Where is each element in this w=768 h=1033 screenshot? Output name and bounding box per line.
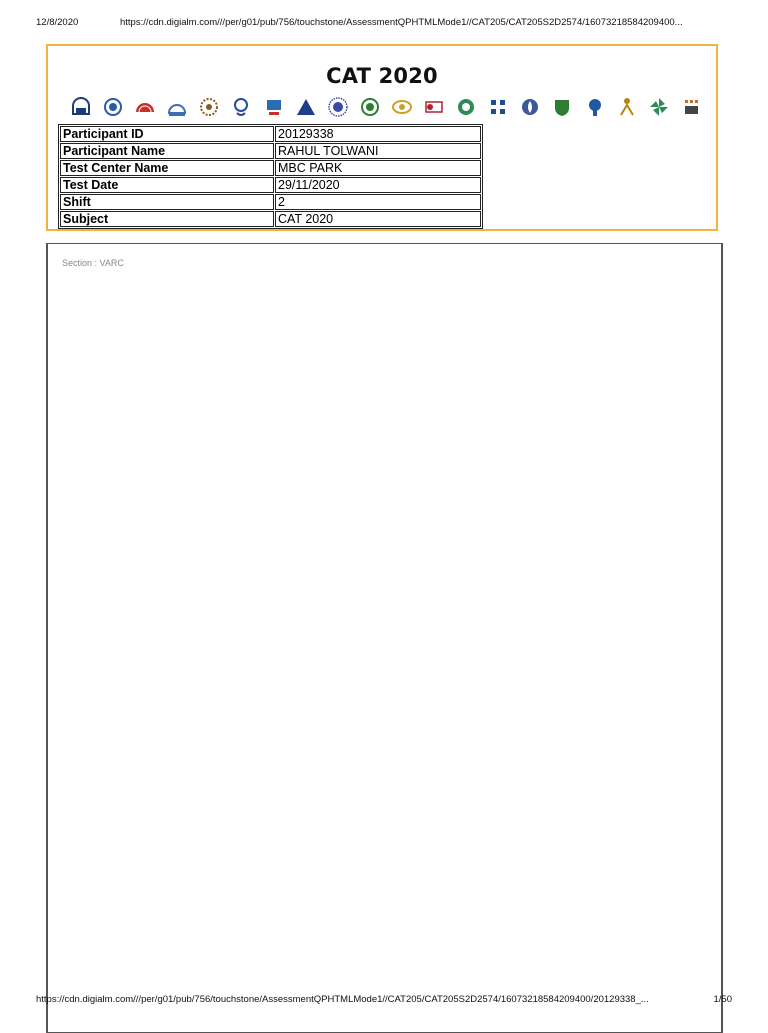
iim-shillong-logo <box>519 96 541 118</box>
iim-ranchi-logo <box>455 96 477 118</box>
iim-lucknow-logo <box>359 96 381 118</box>
row-label: Participant Name <box>60 143 274 159</box>
table-row <box>60 126 481 142</box>
table-row <box>60 177 481 193</box>
iim-jammu-logo <box>263 96 285 118</box>
iim-rohtak-logo <box>487 96 509 118</box>
iim-amritsar-logo <box>102 96 124 118</box>
iim-ahmedabad-logo <box>70 96 92 118</box>
iim-sambalpur-logo <box>551 96 573 118</box>
iim-raipur-logo <box>423 96 445 118</box>
row-value: MBC PARK <box>275 160 481 176</box>
iim-kashipur-logo <box>295 96 317 118</box>
iim-udaipur-logo <box>648 96 670 118</box>
print-date: 12/8/2020 <box>36 17 79 28</box>
table-row <box>60 194 481 210</box>
row-label: Test Center Name <box>60 160 274 176</box>
page-number: 1/50 <box>713 994 732 1005</box>
iim-calcutta-logo <box>198 96 220 118</box>
section-label: Section : VARC <box>62 258 124 268</box>
table-row <box>60 160 481 176</box>
row-value: 20129338 <box>275 126 481 142</box>
question-content-box <box>46 243 723 1033</box>
table-row <box>60 143 481 159</box>
iim-bangalore-logo <box>134 96 156 118</box>
row-label: Subject <box>60 211 274 227</box>
print-url: https://cdn.digialm.com///per/g01/pub/756/touchstone/AssessmentQPHTMLMode1//CAT205/CAT205S2D2574/16073218584209400... <box>120 17 683 28</box>
row-label: Shift <box>60 194 274 210</box>
participant-info-table <box>58 124 483 229</box>
institute-logos-strip <box>70 92 702 122</box>
row-label: Participant ID <box>60 126 274 142</box>
row-value: RAHUL TOLWANI <box>275 143 481 159</box>
iim-bodh-gaya-logo <box>166 96 188 118</box>
print-header <box>36 17 732 31</box>
print-footer <box>36 994 732 1008</box>
row-value: CAT 2020 <box>275 211 481 227</box>
iim-trichy-logo <box>616 96 638 118</box>
row-value: 2 <box>275 194 481 210</box>
exam-header-box <box>46 44 718 231</box>
row-label: Test Date <box>60 177 274 193</box>
iim-nagpur-logo <box>391 96 413 118</box>
exam-title: CAT 2020 <box>326 64 438 88</box>
iim-visakhapatnam-logo <box>680 96 702 118</box>
iim-kozhikode-logo <box>327 96 349 118</box>
iim-sirmaur-logo <box>584 96 606 118</box>
table-row <box>60 211 481 227</box>
row-value: 29/11/2020 <box>275 177 481 193</box>
iim-indore-logo <box>230 96 252 118</box>
print-footer-url: https://cdn.digialm.com///per/g01/pub/756/touchstone/AssessmentQPHTMLMode1//CAT205/CAT205S2D2574/16073218584209400/20129338_... <box>36 994 649 1005</box>
